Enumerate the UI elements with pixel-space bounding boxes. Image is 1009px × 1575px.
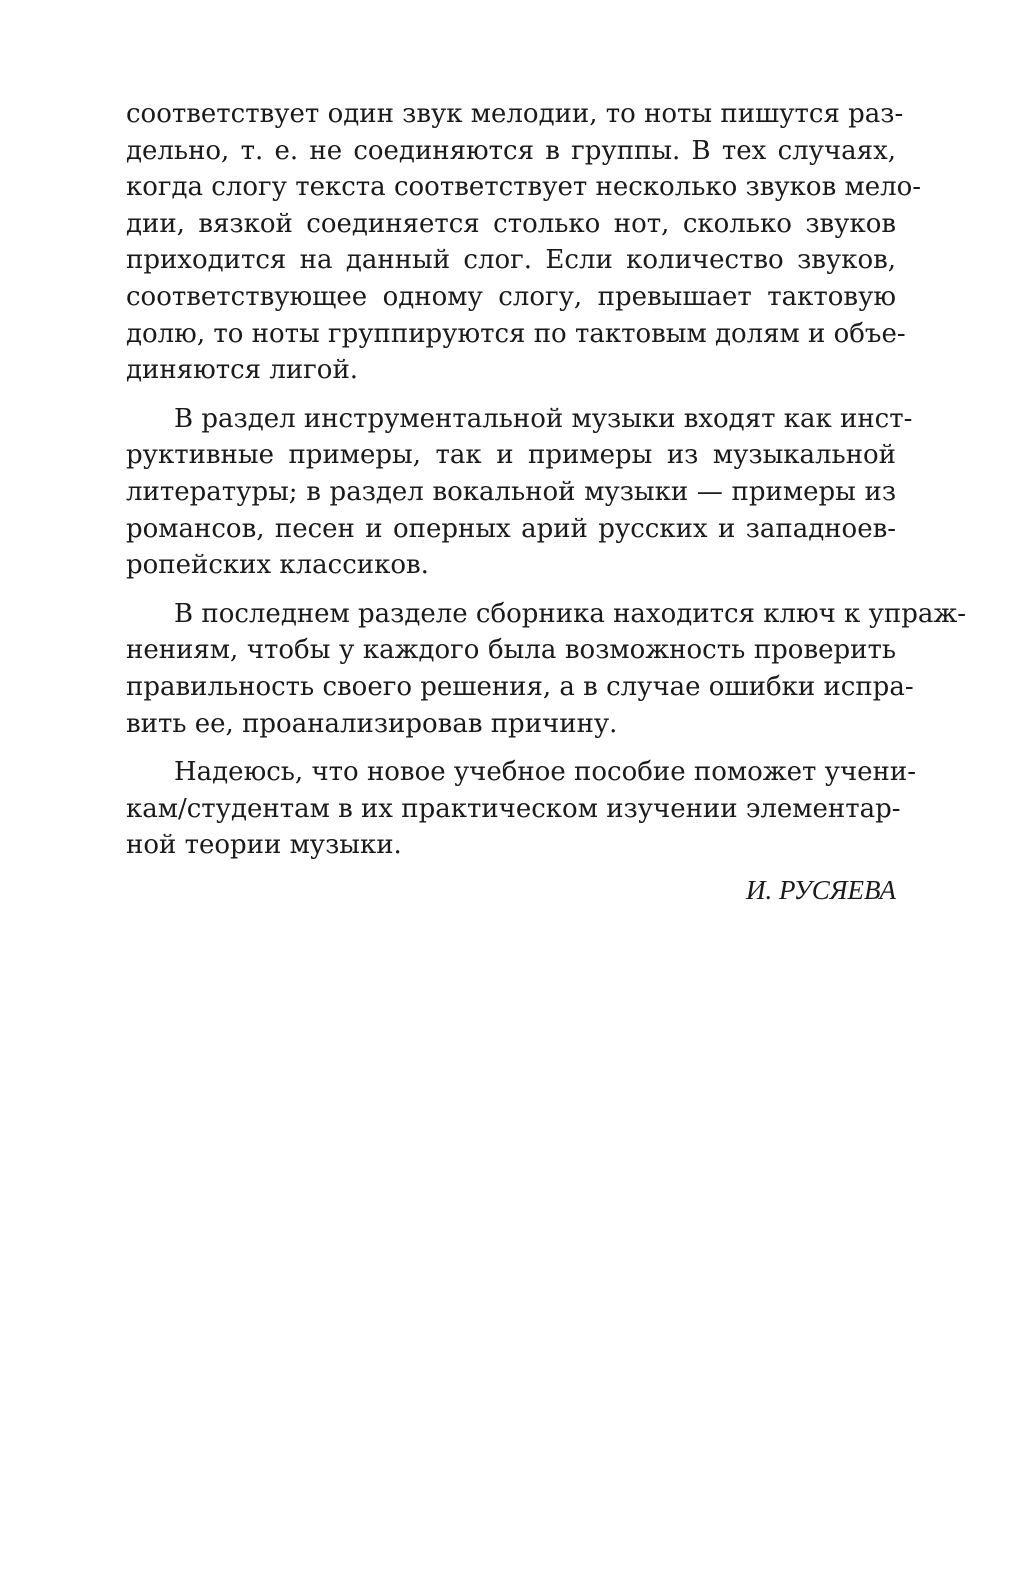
text-line: вить ее, проанализировав причину. <box>126 708 618 739</box>
text-line: диняются лигой. <box>126 355 359 386</box>
text-line: Надеюсь, что новое учебное пособие поможет учени- <box>174 757 916 788</box>
text-line: В раздел инструментальной музыки входят как инст- <box>174 403 913 434</box>
text-line: соответствует один звук мелодии, то ноты пишутся раз- <box>126 99 904 129</box>
text-line: правильность своего решения, а в случае ошибки испра- <box>126 671 914 702</box>
text-line: В последнем разделе сборника находится ключ к упраж- <box>174 598 967 629</box>
text-line: нениям, чтобы у каждого была возможность проверить <box>126 635 896 666</box>
text-line: долю, то ноты группируются по тактовым долям и объе- <box>126 318 906 349</box>
text-line: соответствующее одному слогу, превышает тактовую <box>126 281 896 312</box>
text-line: романсов, песен и оперных арий русских и западноев- <box>126 513 896 544</box>
text-line: приходится на данный слог. Если количество звуков, <box>126 245 896 276</box>
author-signature: И. РУСЯЕВА <box>746 874 896 905</box>
body-text <box>126 96 967 908</box>
text-line: дельно, т. е. не соединяются в группы. В тех случаях, <box>126 135 896 166</box>
paragraph-3 <box>126 596 967 742</box>
text-line: литературы; в раздел вокальной музыки — примеры из <box>126 476 896 507</box>
paragraph-1 <box>126 96 922 389</box>
text-line: когда слогу текста соответствует несколько звуков мело- <box>126 172 922 203</box>
text-line: дии, вязкой соединяется столько нот, сколько звуков <box>126 208 896 239</box>
text-line: кам/студентам в их практическом изучении элементар- <box>126 793 901 824</box>
paragraph-4 <box>126 754 916 864</box>
paragraph-2 <box>126 401 913 584</box>
text-line: ной теории музыки. <box>126 830 402 861</box>
text-line: ропейских классиков. <box>126 550 429 581</box>
text-line: руктивные примеры, так и примеры из музыкальной <box>126 440 896 471</box>
